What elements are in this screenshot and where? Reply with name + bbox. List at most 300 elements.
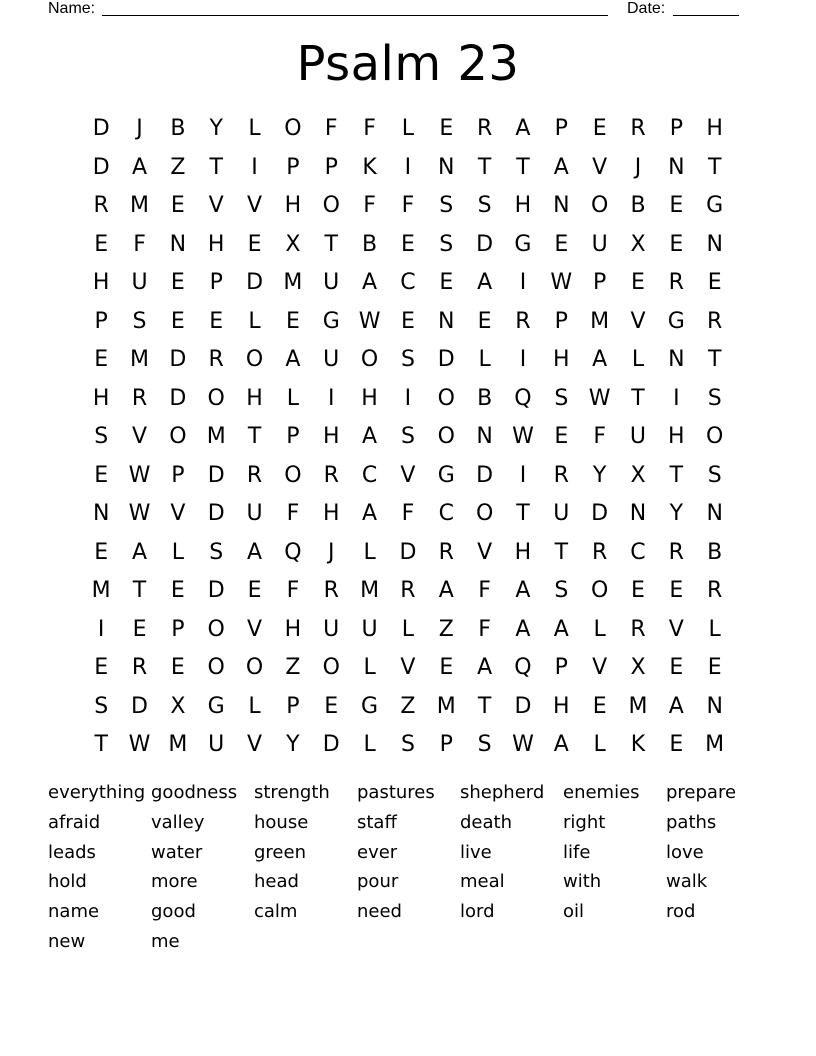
- grid-letter: P: [554, 116, 568, 141]
- grid-letter: E: [554, 231, 569, 257]
- grid-letter: O: [437, 385, 455, 411]
- grid-letter: M: [628, 693, 648, 719]
- grid-letter: T: [516, 154, 530, 180]
- grid-letter: R: [208, 347, 224, 372]
- grid-letter: S: [707, 462, 722, 488]
- word-bank-item: pastures: [357, 782, 435, 803]
- grid-letter: D: [92, 154, 110, 180]
- grid-letter: N: [169, 231, 187, 257]
- grid-letter: V: [247, 193, 263, 218]
- grid-letter: S: [132, 308, 147, 334]
- grid-letter: N: [706, 501, 723, 526]
- grid-letter: X: [630, 231, 646, 257]
- grid-letter: H: [706, 116, 723, 141]
- grid-letter: W: [550, 270, 573, 295]
- grid-letter: W: [128, 462, 151, 488]
- grid-letter: E: [247, 578, 262, 603]
- grid-letter: A: [515, 616, 531, 642]
- grid-letter: D: [207, 462, 225, 488]
- grid-letter: L: [631, 347, 645, 372]
- grid-letter: D: [437, 347, 455, 372]
- grid-letter: U: [323, 616, 340, 642]
- grid-letter: Z: [170, 154, 186, 180]
- grid-letter: A: [362, 270, 378, 295]
- grid-row: [82, 457, 734, 496]
- grid-letter: I: [251, 154, 258, 180]
- grid-letter: P: [286, 693, 300, 719]
- grid-letter: Y: [286, 732, 300, 757]
- grid-letter: S: [554, 578, 569, 603]
- grid-letter: N: [706, 693, 723, 719]
- grid-letter: T: [707, 347, 722, 372]
- grid-letter: T: [669, 462, 684, 488]
- grid-letter: U: [361, 616, 378, 642]
- grid-row: [82, 572, 734, 611]
- grid-letter: K: [630, 732, 646, 757]
- grid-letter: U: [323, 347, 340, 372]
- grid-letter: L: [708, 616, 721, 642]
- grid-letter: M: [91, 578, 111, 603]
- grid-letter: Z: [285, 655, 301, 680]
- grid-letter: R: [707, 578, 723, 603]
- grid-row: [82, 149, 734, 188]
- word-bank-item: with: [563, 871, 602, 893]
- grid-letter: P: [324, 154, 338, 180]
- grid-letter: A: [285, 347, 301, 372]
- word-bank-item: water: [151, 841, 203, 863]
- grid-letter: L: [593, 616, 606, 642]
- grid-letter: T: [554, 539, 569, 565]
- grid-letter: O: [284, 116, 302, 141]
- grid-letter: R: [515, 308, 531, 334]
- grid-letter: S: [439, 231, 454, 257]
- word-bank-item: head: [254, 871, 299, 893]
- grid-letter: L: [401, 116, 415, 141]
- grid-letter: C: [438, 501, 454, 526]
- grid-letter: R: [630, 616, 646, 642]
- grid-letter: X: [285, 231, 301, 257]
- grid-letter: E: [554, 424, 569, 449]
- grid-letter: W: [588, 385, 611, 411]
- word-bank-item: love: [666, 841, 704, 863]
- grid-letter: A: [131, 154, 148, 180]
- grid-letter: C: [400, 270, 416, 295]
- word-bank-item: enemies: [563, 782, 640, 803]
- grid-letter: E: [94, 462, 109, 488]
- word-bank-item: shepherd: [460, 782, 545, 803]
- grid-letter: B: [707, 539, 723, 565]
- grid-letter: V: [208, 193, 224, 218]
- grid-letter: A: [553, 616, 569, 642]
- grid-letter: Y: [592, 462, 607, 488]
- grid-letter: D: [322, 732, 340, 757]
- grid-letter: L: [171, 539, 184, 565]
- grid-letter: E: [170, 308, 185, 334]
- grid-letter: A: [362, 501, 378, 526]
- grid-row: [82, 649, 734, 688]
- grid-letter: O: [207, 385, 225, 411]
- grid-letter: H: [668, 424, 685, 449]
- word-bank-item: live: [460, 841, 492, 863]
- grid-row: [82, 264, 734, 303]
- grid-letter: E: [631, 270, 645, 295]
- grid-letter: S: [477, 732, 492, 757]
- grid-letter: E: [669, 231, 684, 257]
- grid-row: [82, 187, 734, 226]
- word-bank-item: pour: [357, 871, 399, 893]
- grid-letter: M: [206, 424, 226, 449]
- grid-letter: A: [553, 154, 569, 180]
- word-bank-item: more: [151, 871, 198, 893]
- grid-letter: L: [286, 385, 300, 411]
- grid-letter: W: [512, 424, 534, 449]
- grid-row: [82, 303, 734, 342]
- grid-letter: A: [592, 347, 608, 372]
- grid-letter: M: [130, 193, 149, 218]
- word-bank-item: ever: [357, 841, 398, 863]
- word-bank-item: house: [254, 811, 309, 833]
- grid-letter: R: [668, 539, 684, 565]
- grid-letter: S: [707, 385, 722, 411]
- grid-letter: O: [590, 578, 609, 603]
- word-bank-item: meal: [460, 871, 505, 893]
- grid-letter: F: [324, 116, 338, 141]
- grid-letter: D: [92, 116, 110, 141]
- grid-letter: H: [553, 693, 570, 719]
- grid-letter: A: [668, 693, 684, 719]
- grid-letter: V: [247, 616, 263, 642]
- grid-letter: E: [707, 655, 722, 680]
- grid-letter: H: [246, 385, 263, 411]
- grid-letter: E: [592, 693, 607, 719]
- grid-letter: O: [360, 347, 379, 372]
- grid-letter: N: [476, 424, 493, 449]
- grid-letter: O: [245, 347, 264, 372]
- grid-letter: E: [285, 308, 300, 334]
- grid-letter: V: [630, 308, 646, 334]
- grid-letter: B: [630, 193, 646, 218]
- grid-letter: P: [286, 154, 300, 180]
- name-label: Name:: [48, 0, 96, 17]
- grid-letter: F: [133, 231, 146, 257]
- grid-letter: V: [592, 154, 608, 180]
- grid-letter: V: [170, 501, 186, 526]
- grid-letter: O: [284, 462, 302, 488]
- word-bank-item: lord: [460, 901, 495, 923]
- grid-letter: E: [94, 231, 109, 257]
- grid-letter: A: [247, 539, 263, 565]
- grid-letter: F: [401, 501, 415, 526]
- word-bank-item: hold: [48, 871, 87, 893]
- name-blank-line: [102, 15, 608, 16]
- grid-letter: L: [363, 539, 376, 565]
- grid-letter: P: [94, 308, 108, 334]
- grid-letter: E: [592, 116, 607, 141]
- grid-letter: C: [630, 539, 646, 565]
- grid-letter: O: [207, 655, 225, 680]
- grid-letter: P: [209, 270, 223, 295]
- grid-letter: E: [400, 231, 415, 257]
- grid-letter: Z: [400, 693, 416, 719]
- grid-letter: E: [669, 193, 684, 218]
- grid-letter: T: [94, 732, 108, 757]
- grid-letter: O: [437, 424, 455, 449]
- grid-letter: A: [362, 424, 378, 449]
- grid-letter: R: [246, 462, 263, 488]
- word-bank-item: death: [460, 811, 512, 833]
- grid-letter: T: [631, 385, 645, 411]
- grid-letter: M: [436, 693, 456, 719]
- grid-letter: E: [669, 578, 684, 603]
- grid-letter: Z: [438, 616, 454, 642]
- date-label: Date:: [627, 0, 666, 17]
- grid-letter: J: [634, 154, 642, 180]
- grid-letter: E: [209, 308, 224, 334]
- grid-letter: Q: [514, 655, 532, 680]
- grid-letter: Y: [209, 116, 223, 141]
- grid-letter: S: [400, 347, 415, 372]
- grid-letter: E: [439, 655, 454, 680]
- grid-letter: X: [630, 462, 646, 488]
- grid-letter: A: [553, 732, 569, 757]
- grid-letter: W: [128, 732, 151, 757]
- word-bank-item: rod: [666, 901, 696, 923]
- grid-letter: H: [514, 539, 532, 565]
- grid-letter: U: [629, 424, 647, 449]
- grid-letter: C: [361, 462, 378, 488]
- grid-letter: X: [630, 655, 646, 680]
- grid-letter: E: [439, 270, 454, 295]
- word-bank-item: afraid: [48, 811, 101, 833]
- grid-letter: N: [668, 347, 685, 372]
- grid-letter: D: [131, 693, 148, 719]
- word-bank-item: me: [151, 930, 180, 952]
- word-bank-item: calm: [254, 901, 298, 923]
- grid-row: [82, 726, 734, 765]
- grid-letter: S: [400, 424, 415, 449]
- grid-letter: T: [132, 578, 147, 603]
- grid-letter: V: [592, 655, 608, 680]
- word-bank-item: staff: [357, 811, 397, 833]
- grid-letter: W: [358, 308, 381, 334]
- grid-letter: R: [668, 270, 684, 295]
- grid-letter: T: [324, 231, 338, 257]
- grid-letter: A: [515, 116, 531, 141]
- grid-letter: R: [591, 539, 608, 565]
- word-search-grid: [82, 110, 734, 765]
- grid-row: [82, 380, 734, 419]
- grid-letter: F: [478, 578, 491, 603]
- word-bank-item: green: [254, 841, 306, 863]
- grid-letter: U: [131, 270, 148, 295]
- grid-letter: I: [327, 385, 335, 411]
- grid-letter: E: [94, 347, 109, 372]
- grid-letter: G: [207, 693, 225, 719]
- grid-letter: U: [246, 501, 263, 526]
- grid-letter: E: [439, 116, 454, 141]
- grid-letter: J: [327, 539, 335, 565]
- word-bank-item: paths: [666, 811, 717, 833]
- grid-letter: L: [363, 732, 376, 757]
- grid-letter: B: [362, 231, 378, 257]
- grid-letter: P: [439, 732, 453, 757]
- grid-letter: P: [286, 424, 300, 449]
- grid-letter: P: [554, 308, 568, 334]
- word-bank-item: new: [48, 930, 86, 952]
- grid-letter: L: [593, 732, 606, 757]
- word-bank-item: strength: [254, 782, 330, 803]
- grid-letter: E: [94, 655, 109, 680]
- grid-letter: E: [400, 308, 415, 334]
- grid-letter: O: [245, 655, 264, 680]
- grid-letter: K: [362, 154, 377, 180]
- grid-letter: E: [324, 693, 339, 719]
- grid-letter: F: [286, 501, 300, 526]
- grid-letter: W: [512, 732, 534, 757]
- grid-row: [82, 534, 734, 573]
- grid-letter: H: [284, 193, 302, 218]
- grid-letter: U: [591, 231, 608, 257]
- grid-letter: U: [323, 270, 340, 295]
- grid-letter: E: [669, 655, 684, 680]
- grid-letter: L: [363, 655, 376, 680]
- grid-letter: U: [208, 732, 225, 757]
- word-bank-item: goodness: [151, 782, 238, 803]
- grid-letter: S: [439, 193, 454, 218]
- grid-letter: R: [93, 193, 109, 218]
- grid-letter: G: [667, 308, 685, 334]
- grid-letter: O: [706, 424, 724, 449]
- grid-letter: I: [97, 616, 105, 642]
- grid-letter: E: [477, 308, 492, 334]
- grid-letter: X: [170, 693, 186, 719]
- grid-letter: R: [438, 539, 454, 565]
- grid-letter: N: [553, 193, 570, 218]
- grid-letter: Q: [514, 385, 532, 411]
- grid-letter: N: [668, 154, 685, 180]
- date-blank-line: [673, 15, 739, 16]
- grid-letter: H: [92, 385, 110, 411]
- grid-letter: S: [400, 732, 415, 757]
- grid-letter: E: [170, 270, 185, 295]
- grid-letter: D: [169, 385, 187, 411]
- grid-letter: F: [401, 193, 415, 218]
- grid-letter: H: [553, 347, 570, 372]
- grid-letter: N: [92, 501, 110, 526]
- grid-letter: A: [515, 578, 531, 603]
- grid-letter: O: [322, 193, 340, 218]
- grid-letter: D: [246, 270, 264, 295]
- grid-letter: E: [132, 616, 147, 642]
- grid-letter: F: [363, 116, 376, 141]
- grid-letter: L: [401, 616, 415, 642]
- grid-letter: H: [322, 424, 340, 449]
- grid-letter: I: [673, 385, 680, 411]
- grid-letter: B: [477, 385, 493, 411]
- grid-letter: E: [170, 193, 185, 218]
- grid-letter: M: [705, 732, 725, 757]
- grid-letter: N: [706, 231, 723, 257]
- grid-letter: L: [248, 308, 261, 334]
- grid-letter: S: [94, 693, 109, 719]
- grid-letter: R: [131, 385, 148, 411]
- grid-row: [82, 418, 734, 457]
- grid-letter: W: [128, 501, 151, 526]
- grid-letter: I: [519, 462, 527, 488]
- grid-row: [82, 688, 734, 727]
- grid-row: [82, 611, 734, 650]
- grid-letter: Y: [669, 501, 684, 526]
- grid-letter: A: [131, 539, 148, 565]
- grid-letter: O: [322, 655, 340, 680]
- word-bank-item: prepare: [666, 782, 737, 803]
- grid-letter: P: [171, 462, 185, 488]
- grid-letter: I: [519, 347, 527, 372]
- grid-letter: R: [131, 655, 148, 680]
- grid-letter: F: [363, 193, 376, 218]
- grid-letter: E: [94, 539, 109, 565]
- grid-letter: E: [247, 231, 262, 257]
- grid-letter: M: [283, 270, 303, 295]
- grid-letter: V: [668, 616, 684, 642]
- grid-letter: I: [519, 270, 527, 295]
- grid-letter: L: [248, 693, 261, 719]
- grid-letter: T: [477, 693, 492, 719]
- grid-letter: V: [400, 462, 416, 488]
- grid-letter: A: [477, 270, 493, 295]
- grid-letter: T: [707, 154, 722, 180]
- grid-letter: Q: [284, 539, 302, 565]
- grid-letter: D: [207, 501, 225, 526]
- grid-letter: L: [248, 116, 261, 141]
- grid-letter: O: [207, 616, 225, 642]
- grid-letter: F: [286, 578, 300, 603]
- grid-letter: R: [323, 578, 339, 603]
- grid-letter: V: [131, 424, 148, 449]
- grid-letter: O: [475, 501, 494, 526]
- word-bank: [48, 778, 768, 957]
- grid-letter: G: [437, 462, 455, 488]
- grid-letter: P: [171, 616, 185, 642]
- grid-letter: R: [476, 116, 493, 141]
- grid-letter: R: [707, 308, 723, 334]
- grid-letter: M: [168, 732, 188, 757]
- grid-letter: H: [207, 231, 225, 257]
- grid-letter: A: [477, 655, 493, 680]
- word-bank-item: leads: [48, 841, 96, 863]
- grid-row: [82, 495, 734, 534]
- word-bank-item: walk: [666, 871, 708, 893]
- grid-letter: E: [170, 655, 185, 680]
- grid-letter: H: [514, 193, 532, 218]
- grid-letter: D: [514, 693, 532, 719]
- grid-letter: H: [361, 385, 378, 411]
- grid-letter: N: [438, 308, 455, 334]
- word-bank-item: oil: [563, 901, 585, 923]
- grid-letter: I: [404, 385, 412, 411]
- grid-letter: P: [593, 270, 607, 295]
- grid-letter: U: [553, 501, 570, 526]
- word-bank-item: name: [48, 901, 100, 923]
- word-bank-item: need: [357, 901, 402, 923]
- grid-letter: G: [361, 693, 379, 719]
- grid-letter: E: [170, 578, 185, 603]
- grid-letter: G: [514, 231, 532, 257]
- grid-letter: D: [207, 578, 225, 603]
- word-bank-item: valley: [151, 811, 205, 833]
- grid-letter: T: [477, 154, 492, 180]
- grid-letter: F: [593, 424, 606, 449]
